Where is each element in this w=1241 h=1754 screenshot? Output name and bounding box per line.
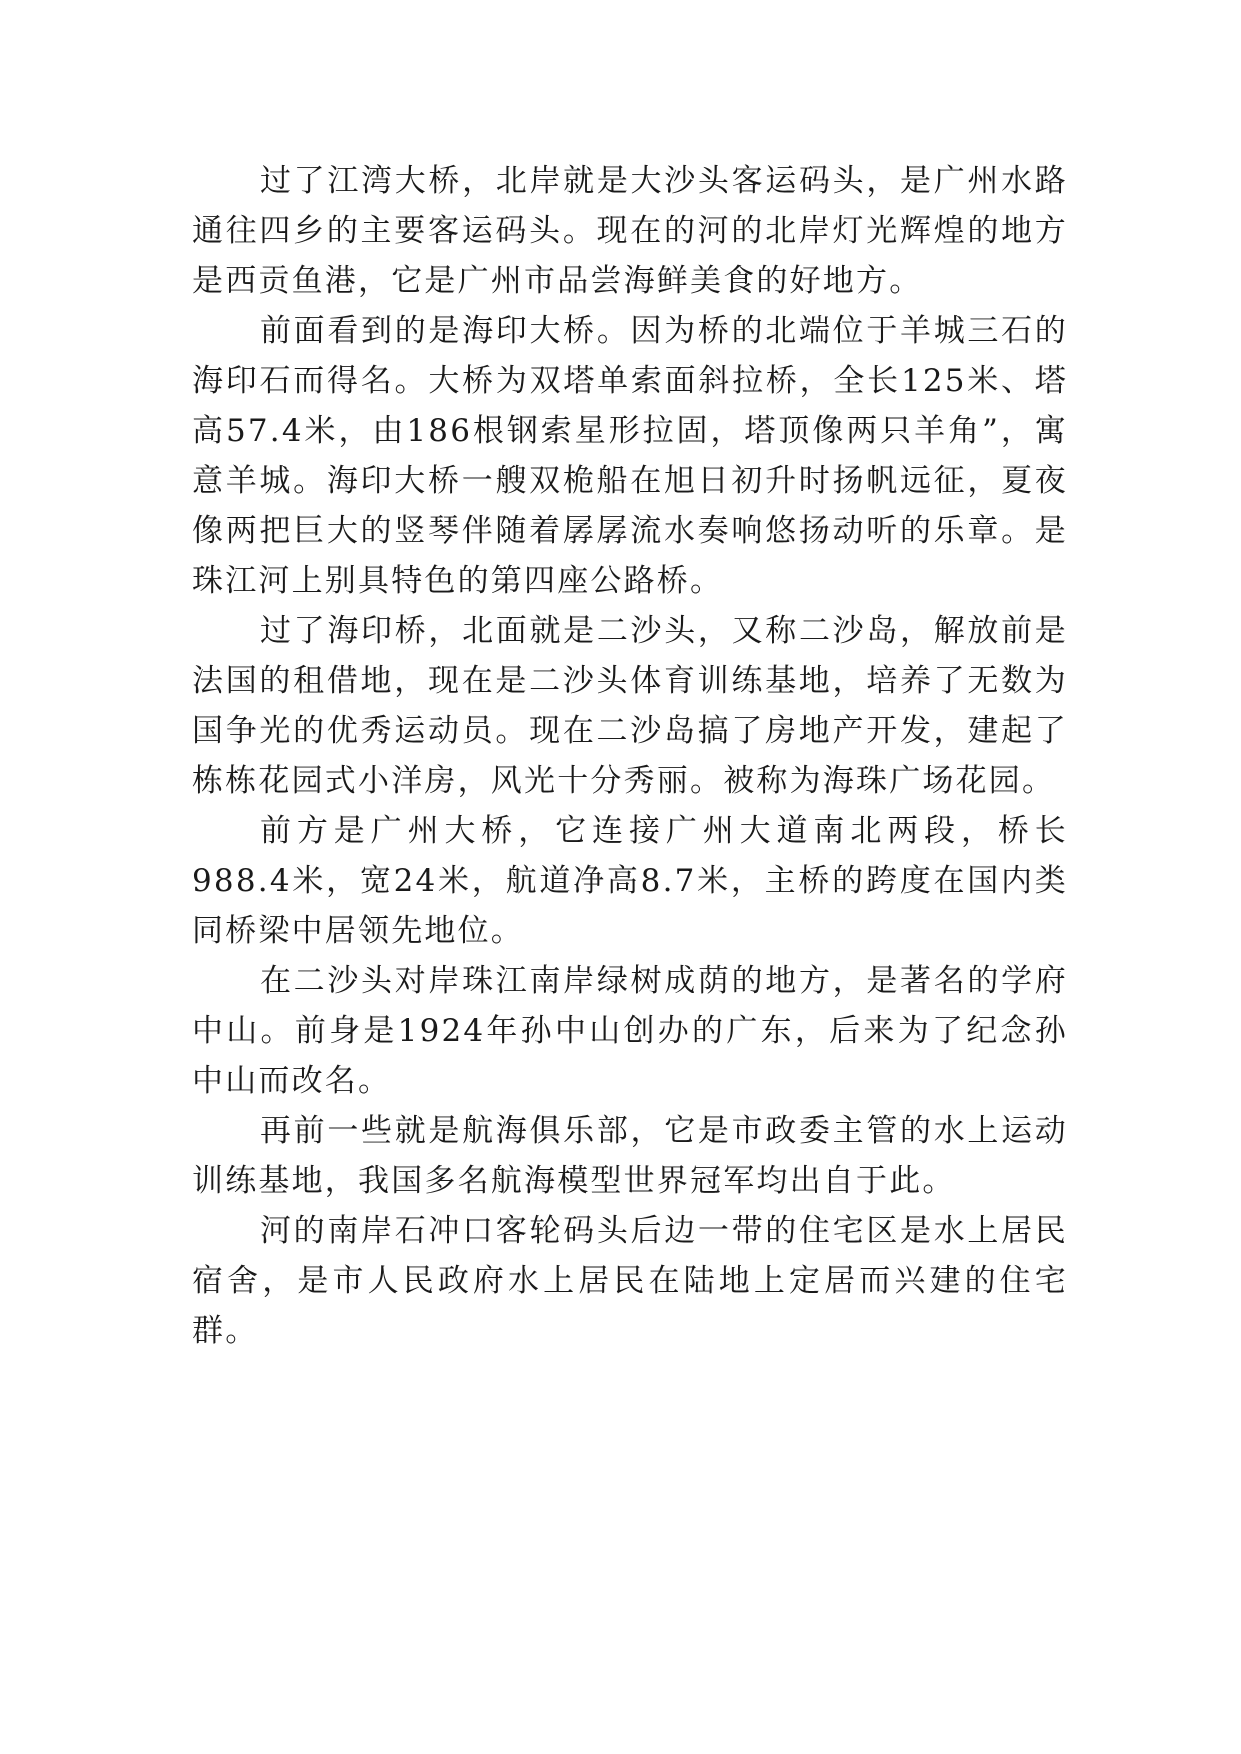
paragraph: 前面看到的是海印大桥。因为桥的北端位于羊城三石的海印石而得名。大桥为双塔单索面斜拉桥，全长125米、塔高57.4米，由186根钢索星形拉固，塔顶像两只羊角”，寓意羊城。海印大桥一艘双桅船在旭日初升时扬帆远征，夏夜像两把巨大的竖琴伴随着孱孱流水奏响悠扬动听的乐章。是珠江河上别具特色的第四座公路桥。 [192, 313, 1068, 599]
paragraph: 再前一些就是航海俱乐部，它是市政委主管的水上运动训练基地，我国多名航海模型世界冠军均出自于此。 [192, 1113, 1068, 1199]
paragraph: 在二沙头对岸珠江南岸绿树成荫的地方，是著名的学府中山。前身是1924年孙中山创办的广东，后来为了纪念孙中山而改名。 [192, 963, 1068, 1099]
paragraph: 前方是广州大桥，它连接广州大道南北两段，桥长988.4米，宽24米，航道净高8.7米，主桥的跨度在国内类同桥梁中居领先地位。 [192, 813, 1068, 949]
paragraph: 过了海印桥，北面就是二沙头，又称二沙岛，解放前是法国的租借地，现在是二沙头体育训练基地，培养了无数为国争光的优秀运动员。现在二沙岛搞了房地产开发，建起了栋栋花园式小洋房，风光十分秀丽。被称为海珠广场花园。 [192, 613, 1068, 799]
paragraph: 河的南岸石冲口客轮码头后边一带的住宅区是水上居民宿舍，是市人民政府水上居民在陆地上定居而兴建的住宅群。 [192, 1213, 1068, 1349]
document-body [192, 156, 1068, 1356]
paragraph: 过了江湾大桥，北岸就是大沙头客运码头，是广州水路通往四乡的主要客运码头。现在的河的北岸灯光辉煌的地方是西贡鱼港，它是广州市品尝海鲜美食的好地方。 [192, 163, 1068, 299]
